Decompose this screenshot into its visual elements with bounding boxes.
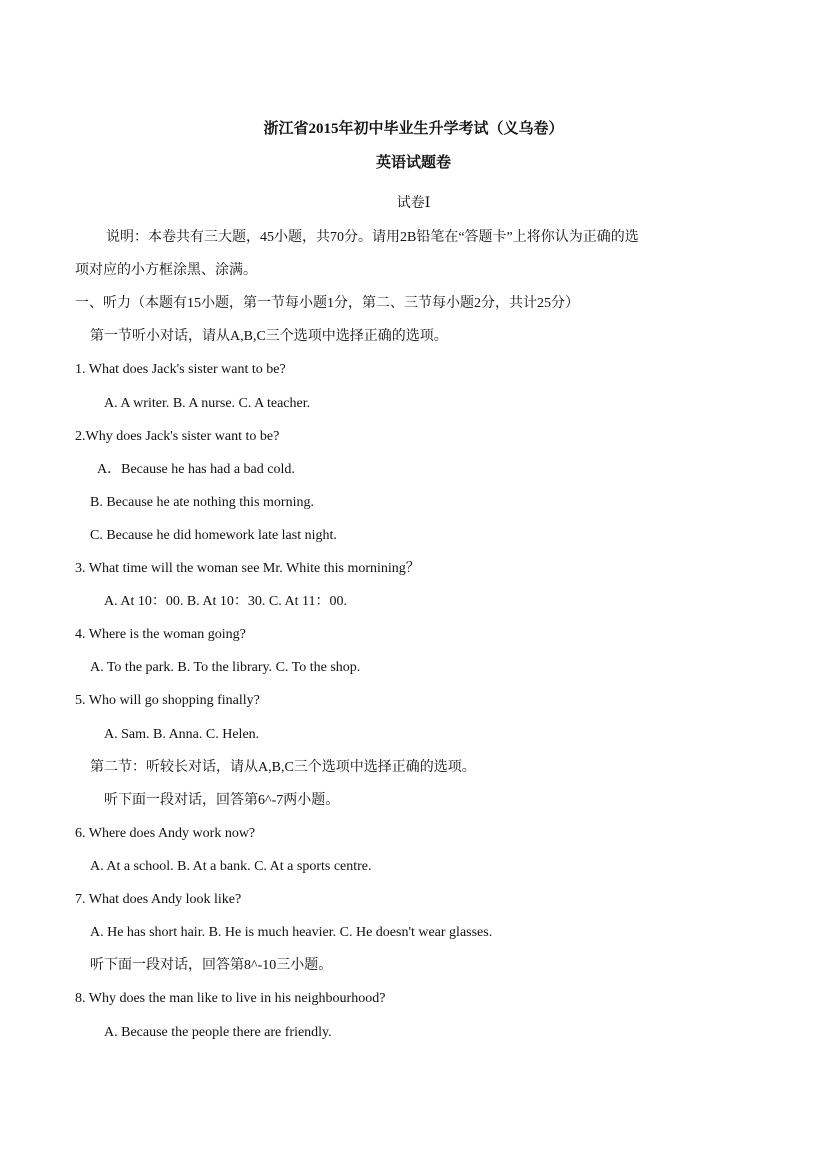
question-8-stem: 8. Why does the man like to live in his neighbourhood? — [75, 991, 386, 1006]
question-5-stem: 5. Who will go shopping finally? — [75, 693, 260, 708]
intro-line-1: 说明：本卷共有三大题，45小题，共70分。请用2B铅笔在“答题卡”上将你认为正确的选 — [106, 230, 639, 245]
question-6-stem: 6. Where does Andy work now? — [75, 826, 256, 841]
group-2-note: 听下面一段对话，回答第8^-10三小题。 — [90, 958, 333, 973]
exam-subject: 英语试题卷 — [375, 155, 451, 171]
question-2-option-b: B. Because he ate nothing this morning. — [90, 495, 314, 510]
question-8-option-a: A. Because the people there are friendly. — [104, 1025, 332, 1040]
question-1-options: A. A writer. B. A nurse. C. A teacher. — [104, 396, 311, 411]
question-3-options: A. At 10：00. B. At 10：30. C. At 11：00. — [104, 594, 347, 609]
question-4-stem: 4. Where is the woman going? — [75, 627, 246, 642]
paper-label: 试卷Ⅰ — [396, 196, 431, 211]
part2-instruction: 第二节：听较长对话，请从A,B,C三个选项中选择正确的选项。 — [90, 760, 476, 775]
part1-instruction: 第一节听小对话，请从A,B,C三个选项中选择正确的选项。 — [90, 329, 448, 344]
exam-title: 浙江省2015年初中毕业生升学考试（义乌卷） — [263, 121, 564, 137]
intro-line-2: 项对应的小方框涂黑、涂满。 — [75, 263, 257, 278]
question-7-stem: 7. What does Andy look like? — [75, 892, 242, 907]
question-4-options: A. To the park. B. To the library. C. To the shop. — [90, 660, 361, 675]
question-6-options: A. At a school. B. At a bank. C. At a sports centre. — [90, 859, 372, 874]
question-2-option-a: A．Because he has had a bad cold. — [97, 462, 295, 477]
question-1-stem: 1. What does Jack's sister want to be? — [75, 362, 286, 377]
question-3-stem: 3. What time will the woman see Mr. White this mornining？ — [75, 561, 420, 576]
question-7-options: A. He has short hair. B. He is much heavier. C. He doesn't wear glasses. — [90, 925, 493, 940]
group-1-note: 听下面一段对话，回答第6^-7两小题。 — [104, 793, 340, 808]
question-2-option-c: C. Because he did homework late last night. — [90, 528, 337, 543]
question-2-stem: 2.Why does Jack's sister want to be? — [75, 429, 280, 444]
question-5-options: A. Sam. B. Anna. C. Helen. — [104, 727, 260, 742]
section-heading: 一、听力（本题有15小题，第一节每小题1分，第二、三节每小题2分，共计25分） — [75, 296, 579, 311]
